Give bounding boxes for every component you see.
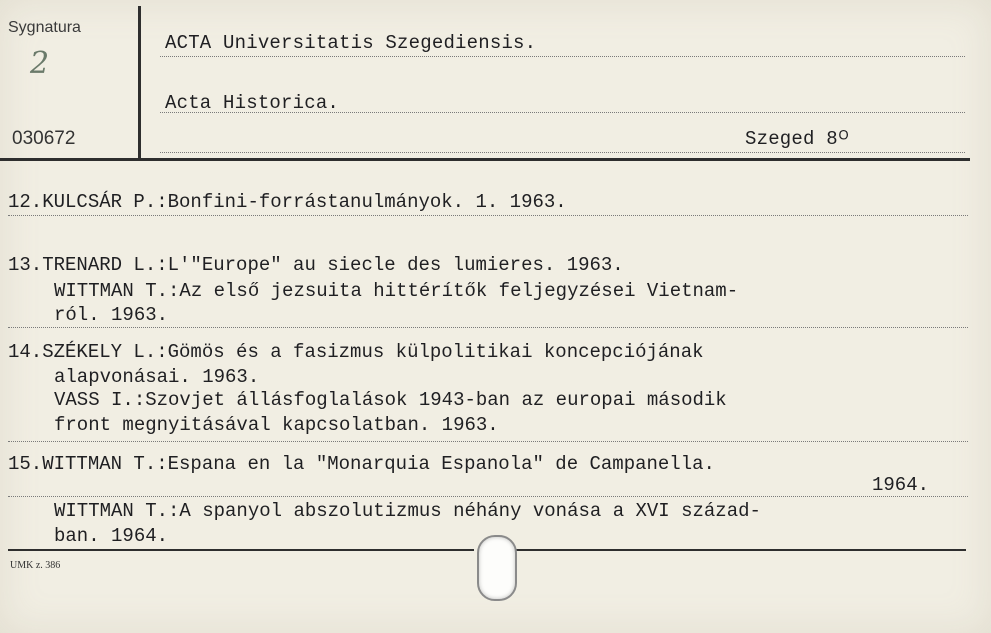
entry-line: VASS I.:Szovjet állásfoglalások 1943-ban az europai második (54, 389, 727, 411)
place-format: Szeged 8ᴼ (745, 128, 850, 150)
dotted-rule (8, 327, 968, 328)
entry-line: WITTMAN T.:Az első jezsuita hittérítők feljegyzései Vietnam- (54, 280, 739, 302)
header-divider-horizontal (0, 158, 970, 161)
dotted-rule (8, 441, 968, 442)
entry-line: WITTMAN T.:A spanyol abszolutizmus néhány vonása a XVI század- (54, 500, 761, 522)
signature-value: 2 (30, 46, 50, 81)
punch-hole (477, 535, 517, 601)
dotted-rule (160, 56, 965, 57)
entry-line: 13.TRENARD L.:L'"Europe" au siecle des lumieres. 1963. (8, 254, 624, 276)
signature-box (0, 0, 138, 160)
dotted-rule (8, 215, 968, 216)
entry-line: alapvonásai. 1963. (54, 366, 260, 388)
entry-line: front megnyitásával kapcsolatban. 1963. (54, 414, 499, 436)
subseries-title: Acta Historica. (165, 92, 340, 114)
entry-line: 1964. (872, 474, 930, 496)
printer-mark: UMK z. 386 (10, 560, 61, 571)
entry-line: ban. 1964. (54, 525, 169, 547)
entry-line: ról. 1963. (54, 304, 169, 326)
dotted-rule (160, 112, 965, 113)
bottom-rule-right (516, 549, 966, 551)
series-title: ACTA Universitatis Szegediensis. (165, 32, 537, 54)
dotted-rule (160, 152, 965, 153)
entry-line: 12.KULCSÁR P.:Bonfini-forrástanulmányok. 1. 1963. (8, 191, 567, 213)
dotted-rule (8, 496, 968, 497)
catalog-number: 030672 (12, 128, 76, 149)
entry-line: 14.SZÉKELY L.:Gömös és a fasizmus külpolitikai koncepciójának (8, 341, 704, 363)
entry-line: 15.WITTMAN T.:Espana en la "Monarquia Espanola" de Campanella. (8, 453, 715, 475)
bottom-rule-left (8, 549, 474, 551)
signature-label: Sygnatura (8, 19, 81, 36)
header-divider-vertical (138, 6, 141, 160)
